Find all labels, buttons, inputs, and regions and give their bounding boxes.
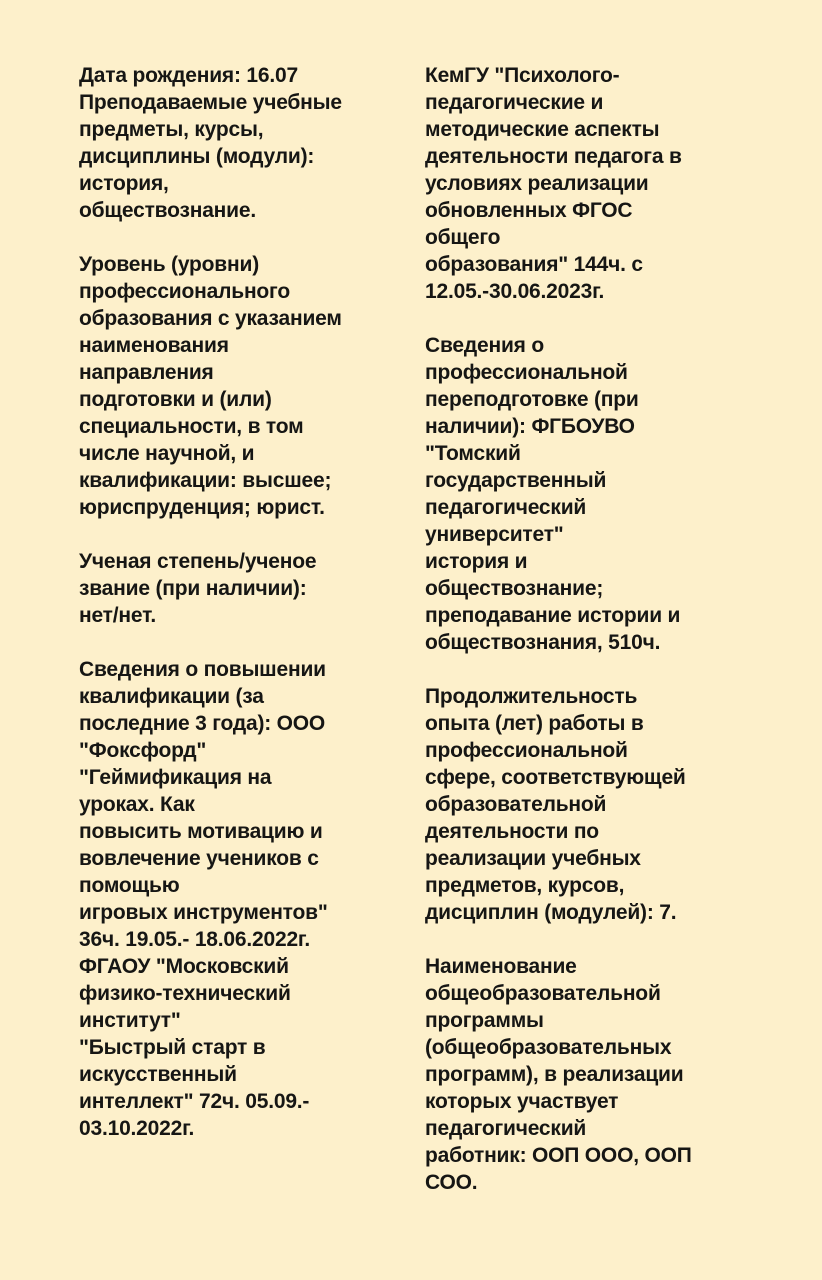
text-line: деятельности по [425,820,599,843]
text-line: Преподаваемые учебные [79,91,342,114]
text-line: "Геймификация на [79,766,272,789]
text-line: история, [79,172,169,195]
text-line: общеобразовательной [425,982,661,1005]
paragraph-retraining [425,332,725,656]
text-line: которых участвует [425,1090,619,1113]
text-line: обществознания, 510ч. [425,631,661,654]
text-line: 36ч. 19.05.- 18.06.2022г. [79,928,311,951]
text-line: наименования [79,334,229,357]
text-line: образования с указанием [79,307,342,330]
text-line: помощью [79,874,180,897]
text-line: образования" 144ч. с [425,253,643,276]
paragraph-birth-and-subjects [79,62,401,224]
text-line: специальности, в том [79,415,304,438]
text-line: реализации учебных [425,847,641,870]
text-line: квалификации (за [79,685,264,708]
paragraph-kemgu-course [425,62,725,305]
text-line: программ), в реализации [425,1063,684,1086]
text-line: Продолжительность [425,685,638,708]
text-line: дисциплин (модулей): 7. [425,901,677,924]
text-line: звание (при наличии): [79,577,307,600]
text-line: обществознание; [425,577,604,600]
text-line: 03.10.2022г. [79,1117,195,1140]
text-line: вовлечение учеников с [79,847,319,870]
text-line: "Быстрый старт в [79,1036,266,1059]
text-line: педагогические и [425,91,604,114]
text-line: Сведения о повышении [79,658,326,681]
text-line: обновленных ФГОС [425,199,633,222]
text-line: опыта (лет) работы в [425,712,644,735]
text-line: условиях реализации [425,172,649,195]
text-line: ФГАОУ "Московский [79,955,289,978]
text-line: последние 3 года): ООО [79,712,326,735]
text-line: дисциплины (модули): [79,145,315,168]
text-line: работник: ООП ООО, ООП [425,1144,692,1167]
text-line: нет/нет. [79,604,156,627]
text-line: юриспруденция; юрист. [79,496,325,519]
text-line: Дата рождения: 16.07 [79,64,298,87]
text-line: повысить мотивацию и [79,820,323,843]
text-line: программы [425,1009,544,1032]
text-line: (общеобразовательных [425,1036,672,1059]
text-line: КемГУ "Психолого- [425,64,620,87]
text-line: уроках. Как [79,793,195,816]
text-line: обществознание. [79,199,256,222]
text-line: университет" [425,523,564,546]
text-line: СОО. [425,1171,478,1194]
text-line: Сведения о [425,334,544,357]
text-line: образовательной [425,793,607,816]
text-line: предметы, курсы, [79,118,264,141]
text-line: Ученая степень/ученое [79,550,317,573]
text-line: интеллект" 72ч. 05.09.- [79,1090,310,1113]
text-line: подготовки и (или) [79,388,272,411]
text-line: наличии): ФГБОУВО [425,415,635,438]
text-line: игровых инструментов" [79,901,328,924]
text-line: общего [425,226,501,249]
text-line: институт" [79,1009,181,1032]
text-line: Наименование [425,955,577,978]
paragraph-program-name [425,953,725,1196]
text-line: профессиональной [425,361,628,384]
right-column [425,62,725,1223]
text-line: преподавание истории и [425,604,681,627]
paragraph-education-level [79,251,401,521]
text-line: физико-технический [79,982,291,1005]
text-line: искусственный [79,1063,237,1086]
text-line: государственный [425,469,607,492]
text-line: педагогический [425,1117,587,1140]
text-line: профессиональной [425,739,628,762]
paragraph-academic-degree [79,548,401,629]
text-line: Уровень (уровни) [79,253,260,276]
text-line: переподготовке (при [425,388,639,411]
left-column [79,62,401,1169]
text-line: направления [79,361,214,384]
text-line: история и [425,550,528,573]
text-line: педагогический [425,496,587,519]
paragraph-qualification-upgrade [79,656,401,1142]
text-line: "Фоксфорд" [79,739,207,762]
paragraph-experience [425,683,725,926]
text-line: предметов, курсов, [425,874,625,897]
text-line: 12.05.-30.06.2023г. [425,280,605,303]
text-line: "Томский [425,442,521,465]
text-line: профессионального [79,280,290,303]
text-line: числе научной, и [79,442,255,465]
text-line: деятельности педагога в [425,145,682,168]
text-line: сфере, соответствующей [425,766,686,789]
text-line: квалификации: высшее; [79,469,332,492]
text-line: методические аспекты [425,118,660,141]
